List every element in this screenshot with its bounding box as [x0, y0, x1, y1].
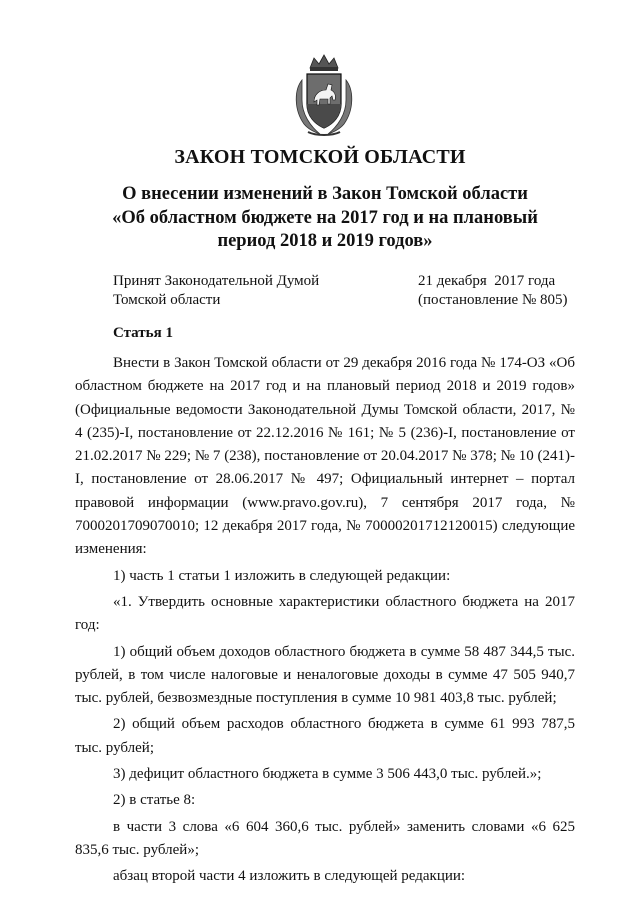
article-paragraph: 1) общий объем доходов областного бюджета в сумме 58 487 344,5 тыс. рублей, в том числе налоговые и неналоговые доходы в сумме 47 505 940,7 тыс. рублей, безвозмездные поступления в сумме 10 981 403,8 тыс. рублей; — [75, 643, 575, 707]
adoption-date — [418, 272, 568, 310]
law-subtitle-line: «Об областном бюджете на 2017 год и на плановый — [112, 207, 538, 228]
article-paragraph: 3) дефицит областного бюджета в сумме 3 506 443,0 тыс. рублей.»; — [113, 766, 542, 783]
article-paragraph: в части 3 слова «6 604 360,6 тыс. рублей» заменить словами «6 625 835,6 тыс. рублей»; — [75, 818, 575, 858]
law-subtitle-line: период 2018 и 2019 годов» — [217, 231, 433, 251]
article-paragraph: 2) в статье 8: — [113, 792, 196, 809]
adoption-date-line: 21 декабря 2017 года — [418, 273, 556, 289]
article-paragraph: абзац второй части 4 изложить в следующей редакции: — [113, 868, 466, 885]
law-title: ЗАКОН ТОМСКОЙ ОБЛАСТИ — [174, 146, 466, 168]
article-body — [75, 352, 575, 889]
adopted-by-line: Томской области — [113, 292, 221, 308]
adopted-by-line: Принят Законодательной Думой — [113, 273, 320, 289]
tomsk-region-coat-of-arms-icon — [290, 52, 358, 138]
adoption-resolution-line: (постановление № 805) — [418, 292, 568, 308]
law-subtitle-line: О внесении изменений в Закон Томской области — [122, 184, 528, 204]
article-paragraph: 1) часть 1 статьи 1 изложить в следующей редакции: — [113, 567, 451, 584]
article-paragraph: «1. Утвердить основные характеристики областного бюджета на 2017 год: — [75, 593, 575, 634]
article-paragraph: Внести в Закон Томской области от 29 декабря 2016 года № 174-ОЗ «Об областном бюджете на 2017 год и на плановый период 2018 и 2019 годов» (Официальные ведомости Законодательной Думы Томской области, 2017, № 4 (235)-I, постановление от 22.12.2016 № 161; № 5 (236)-I, постановление от 21.02.2017 № 229; № 7 (238), постановление от 20.04.2017 № 378; № 10 (241)-I, постановление от 28.06.2017 № 497; Официальный интернет – портал правовой информации (www.pravo.gov.ru), 7 сентября 2017 года, № 7000201709070010; 12 декабря 2017 года, № 70000201712120015) следующие изменения: — [75, 355, 575, 558]
article-title: Статья 1 — [113, 325, 173, 341]
law-subtitle — [60, 183, 590, 254]
article-paragraph: 2) общий объем расходов областного бюджета в сумме 61 993 787,5 тыс. рублей; — [75, 716, 575, 756]
adopted-by — [113, 272, 319, 310]
